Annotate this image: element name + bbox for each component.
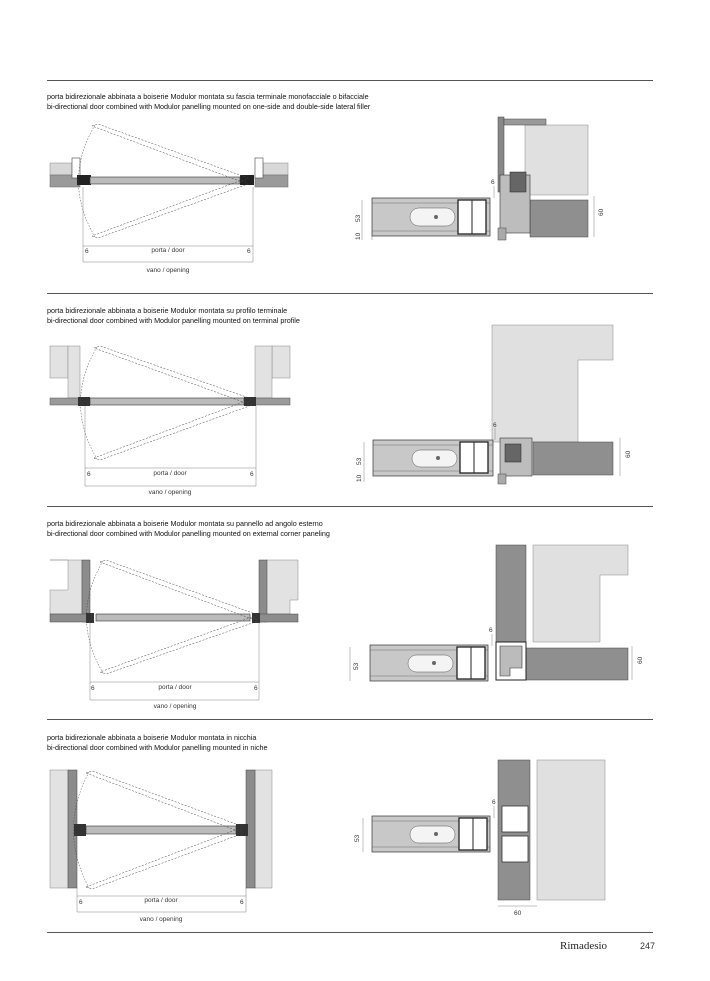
detail-dim-gap: 6 <box>491 179 495 186</box>
detail-dim-depth: 53 <box>356 457 363 465</box>
detail-dim-gap: 6 <box>492 799 496 806</box>
detail-drawing-2 <box>356 325 632 484</box>
plan-drawing-4 <box>50 770 272 923</box>
caption-en: bi-directional door combined with Modulor panelling mounted on one-side and double-side lateral filler <box>47 101 371 111</box>
detail-drawing-3 <box>350 545 644 681</box>
caption-it: porta bidirezionale abbinata a boiserie Modulor montata su profilo terminale <box>47 306 288 315</box>
dim-right: 6 <box>250 471 254 478</box>
plan-drawing-1 <box>50 124 288 274</box>
plan-drawing-3 <box>50 560 298 710</box>
detail-dim-depth: 53 <box>355 214 362 222</box>
detail-dim-offset: 10 <box>356 474 363 482</box>
detail-dim-depth: 53 <box>354 834 361 842</box>
dim-left: 6 <box>85 248 89 255</box>
detail-dim-panel: 60 <box>625 450 632 458</box>
page-number: 247 <box>640 941 656 951</box>
detail-drawing-1 <box>355 117 605 240</box>
detail-dim-panel: 60 <box>637 656 644 664</box>
detail-dim-panel: 60 <box>598 208 605 216</box>
door-label: porta / door <box>144 897 178 904</box>
dim-right: 6 <box>240 899 244 906</box>
dim-left: 6 <box>91 685 95 692</box>
caption-it: porta bidirezionale abbinata a boiserie Modulor montata su fascia terminale monofacciale o bifacciale <box>47 92 369 101</box>
dim-left: 6 <box>79 899 83 906</box>
detail-dim-offset: 10 <box>355 232 362 240</box>
door-label: porta / door <box>153 470 187 477</box>
plan-drawing-2 <box>50 346 290 496</box>
caption-it: porta bidirezionale abbinata a boiserie Modulor montata su pannello ad angolo esterno <box>47 519 323 528</box>
dim-right: 6 <box>254 685 258 692</box>
caption-it: porta bidirezionale abbinata a boiserie Modulor montata in nicchia <box>47 733 257 742</box>
detail-dim-panel: 60 <box>514 910 522 917</box>
opening-label: vano / opening <box>148 489 192 496</box>
door-label: porta / door <box>158 684 192 691</box>
dim-left: 6 <box>87 471 91 478</box>
caption-en: bi-directional door combined with Modulor panelling mounted on terminal profile <box>47 315 300 325</box>
opening-label: vano / opening <box>139 916 183 923</box>
caption-en: bi-directional door combined with Modulor panelling mounted in niche <box>47 742 268 752</box>
door-label: porta / door <box>151 247 185 254</box>
caption-en: bi-directional door combined with Modulor panelling mounted on external corner paneling <box>47 528 330 538</box>
dim-right: 6 <box>247 248 251 255</box>
detail-dim-gap: 6 <box>489 627 493 634</box>
opening-label: vano / opening <box>146 267 190 274</box>
detail-dim-gap: 6 <box>493 422 497 429</box>
detail-drawing-4 <box>354 760 605 917</box>
detail-dim-depth: 53 <box>353 662 360 670</box>
brand-name: Rimadesio <box>560 940 608 952</box>
opening-label: vano / opening <box>153 703 197 710</box>
